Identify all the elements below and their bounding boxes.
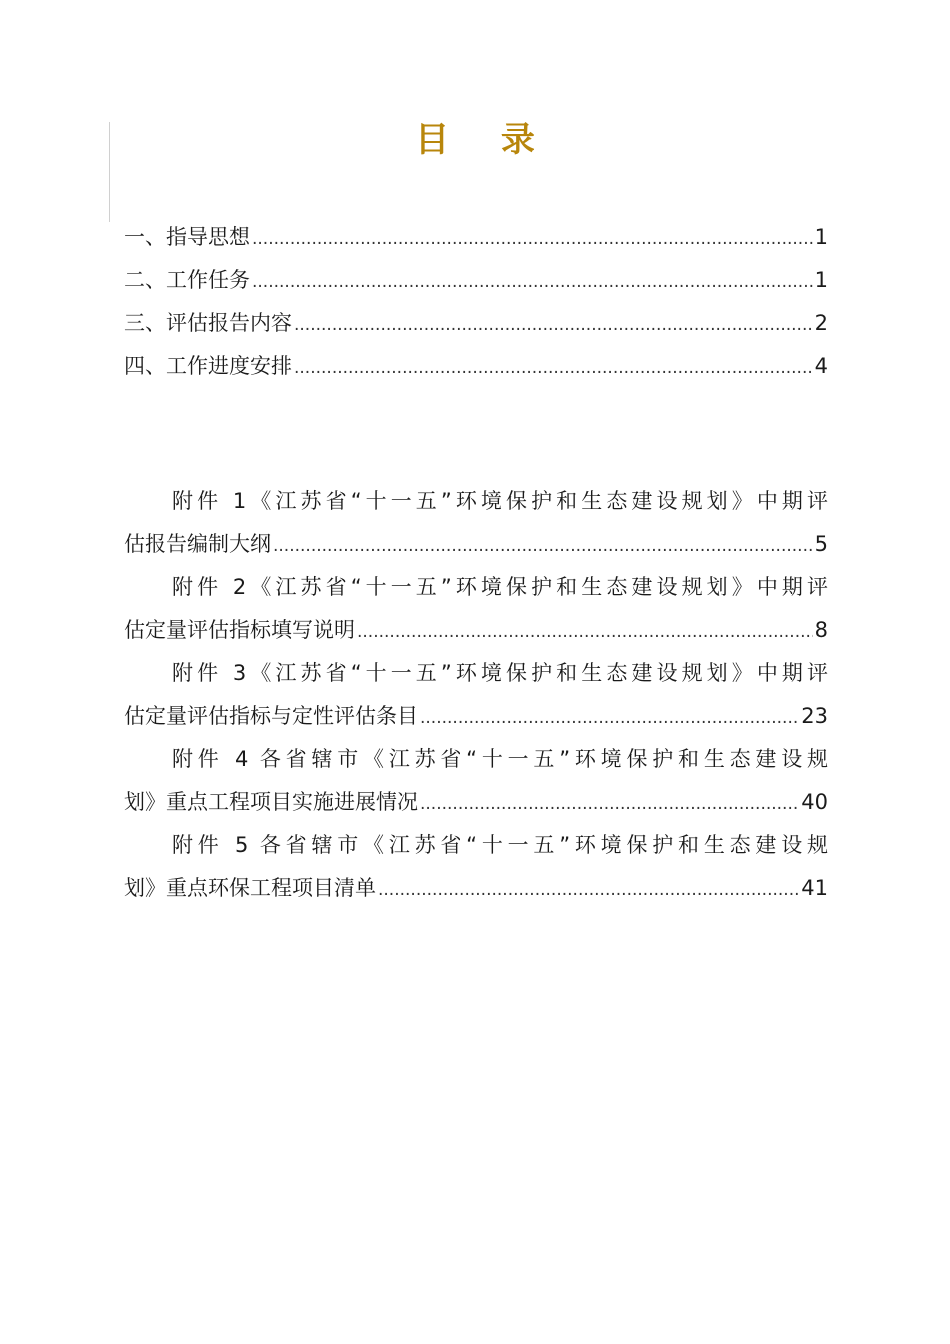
appendix-title-line: 附件 1《江苏省“十一五”环境保护和生态建设规划》中期评 — [172, 489, 828, 513]
appendix-continuation — [124, 867, 828, 910]
appendix-entry[interactable] — [124, 738, 828, 824]
appendix-entry[interactable] — [124, 480, 828, 566]
appendix-page: 40 — [801, 790, 828, 814]
appendix-title-rest: 划》重点工程项目实施进展情况 — [124, 790, 418, 814]
appendix-entry[interactable] — [124, 566, 828, 652]
appendix-title-line: 附件 5 各省辖市《江苏省“十一五”环境保护和生态建设规 — [172, 833, 828, 857]
toc-entry-label: 三、评估报告内容 — [124, 311, 292, 335]
toc-list — [124, 216, 828, 388]
appendix-title-rest: 估定量评估指标与定性评估条目 — [124, 704, 418, 728]
appendix-continuation — [124, 523, 828, 566]
toc-leader-dots — [420, 697, 799, 740]
toc-entry[interactable] — [124, 259, 828, 302]
toc-entry[interactable] — [124, 345, 828, 388]
toc-entry-label: 四、工作进度安排 — [124, 354, 292, 378]
appendix-entry[interactable] — [124, 824, 828, 910]
toc-leader-dots — [420, 783, 799, 826]
toc-title: 目 录 — [415, 120, 555, 160]
appendix-page: 23 — [801, 704, 828, 728]
appendix-entry[interactable] — [124, 652, 828, 738]
toc-leader-dots — [378, 869, 799, 912]
appendix-page: 5 — [814, 532, 828, 556]
appendix-continuation — [124, 781, 828, 824]
appendix-title-line: 附件 2《江苏省“十一五”环境保护和生态建设规划》中期评 — [172, 575, 828, 599]
appendix-page: 8 — [814, 618, 828, 642]
toc-entry-page: 2 — [814, 311, 828, 335]
appendix-page: 41 — [801, 876, 828, 900]
appendix-title-rest: 估定量评估指标填写说明 — [124, 618, 355, 642]
appendix-title-rest: 估报告编制大纲 — [124, 532, 271, 556]
toc-entry-label: 一、指导思想 — [124, 225, 250, 249]
toc-entry-page: 1 — [814, 225, 828, 249]
appendix-continuation — [124, 609, 828, 652]
toc-leader-dots — [273, 525, 813, 568]
appendix-list — [124, 480, 828, 910]
toc-leader-dots — [294, 304, 813, 347]
toc-leader-dots — [357, 611, 813, 654]
toc-leader-dots — [294, 347, 813, 390]
appendix-title-line: 附件 4 各省辖市《江苏省“十一五”环境保护和生态建设规 — [172, 747, 828, 771]
toc-entry-label: 二、工作任务 — [124, 268, 250, 292]
appendix-title-line: 附件 3《江苏省“十一五”环境保护和生态建设规划》中期评 — [172, 661, 828, 685]
toc-entry-page: 1 — [814, 268, 828, 292]
toc-leader-dots — [252, 261, 813, 304]
toc-entry[interactable] — [124, 216, 828, 259]
toc-entry[interactable] — [124, 302, 828, 345]
toc-leader-dots — [252, 218, 813, 261]
appendix-title-rest: 划》重点环保工程项目清单 — [124, 876, 376, 900]
toc-entry-page: 4 — [814, 354, 828, 378]
appendix-continuation — [124, 695, 828, 738]
